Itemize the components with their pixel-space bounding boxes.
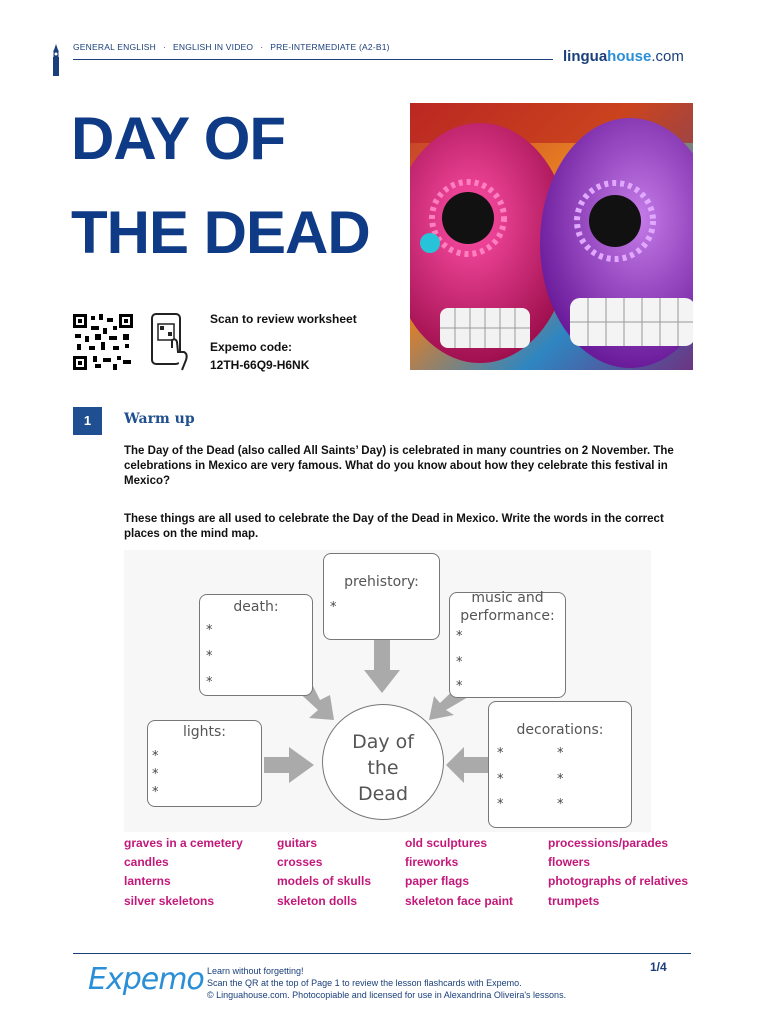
word-item[interactable]: models of skulls xyxy=(277,874,372,888)
bullet: * xyxy=(497,746,504,761)
breadcrumb-item-level[interactable]: PRE-INTERMEDIATE (A2-B1) xyxy=(270,42,390,52)
mind-map-box-death xyxy=(199,594,313,696)
mind-map-box-lights xyxy=(147,720,262,807)
qr-code-icon[interactable] xyxy=(73,314,133,370)
arrow-decorations xyxy=(446,747,489,783)
footer-tagline: Learn without forgetting! xyxy=(207,966,304,976)
header-divider xyxy=(73,59,553,60)
word-item[interactable]: flowers xyxy=(548,855,591,869)
decorations-label: decorations: xyxy=(516,722,604,738)
scan-label: Scan to review worksheet xyxy=(210,312,357,326)
bullet: * xyxy=(152,785,159,800)
word-item[interactable]: skeleton face paint xyxy=(405,894,514,908)
word-item[interactable]: silver skeletons xyxy=(124,894,215,908)
bullet: * xyxy=(152,749,159,764)
word-item[interactable]: photographs of relatives xyxy=(548,874,689,888)
mind-map-box-prehistory xyxy=(323,553,440,640)
logo-brand-text: lingua xyxy=(563,48,608,65)
footer-scan-note: Scan the QR at the top of Page 1 to review the lesson flashcards with Expemo. xyxy=(207,978,522,988)
word-item[interactable]: guitars xyxy=(277,836,318,850)
mind-map-box-decorations xyxy=(488,701,632,828)
logo-accent-text: house xyxy=(607,48,652,65)
intro-paragraph: The Day of the Dead (also called All Saints’ Day) is celebrated in many countries on 2 November. The celebrations in Mexico are very famous. What do you know about how they celebrate this festival in Mexico? xyxy=(124,445,674,487)
sugar-skulls-photo xyxy=(410,103,693,370)
death-label: death: xyxy=(233,599,279,615)
word-item[interactable]: candles xyxy=(124,855,169,869)
bullet: * xyxy=(557,746,564,761)
mind-map xyxy=(124,550,651,832)
bullet: * xyxy=(330,600,337,615)
music-label-line1: music and xyxy=(471,590,544,606)
footer-copyright: © Linguahouse.com. Photocopiable and licensed for use in Alexandrina Oliveira's lessons. xyxy=(207,990,567,1000)
center-line2: the xyxy=(367,757,399,779)
footer-text xyxy=(207,965,566,1001)
prehistory-label: prehistory: xyxy=(344,574,419,590)
bullet: * xyxy=(456,679,463,694)
section-number-badge: 1 xyxy=(73,407,102,435)
word-item[interactable]: skeleton dolls xyxy=(277,894,358,908)
bullet: * xyxy=(152,767,159,782)
bullet: * xyxy=(497,797,504,812)
bullet: * xyxy=(206,649,213,664)
word-item[interactable]: processions/parades xyxy=(548,836,669,850)
lights-label: lights: xyxy=(182,724,227,740)
bullet: * xyxy=(557,797,564,812)
big-ben-icon xyxy=(50,44,62,76)
word-item[interactable]: old sculptures xyxy=(405,836,488,850)
arrow-prehistory xyxy=(364,640,400,693)
breadcrumb-separator: · xyxy=(260,42,264,52)
bullet: * xyxy=(456,655,463,670)
center-line3: Dead xyxy=(357,783,409,805)
music-label xyxy=(450,589,565,625)
instructions-paragraph: These things are all used to celebrate the Day of the Dead in Mexico. Write the words in the correct places on the mind map. xyxy=(124,513,664,540)
arrow-lights xyxy=(264,747,314,783)
music-label-line2: performance: xyxy=(460,608,555,624)
word-item[interactable]: graves in a cemetery xyxy=(124,836,243,850)
bullet: * xyxy=(557,772,564,787)
mind-map-center-label xyxy=(323,729,443,807)
page-title-line2: THE DEAD xyxy=(71,199,370,266)
word-item[interactable]: lanterns xyxy=(124,874,171,888)
breadcrumb-separator: · xyxy=(163,42,167,52)
section-title: Warm up xyxy=(124,411,195,427)
word-item[interactable]: crosses xyxy=(277,855,323,869)
page-number: 1/4 xyxy=(650,960,667,974)
word-item[interactable]: fireworks xyxy=(405,855,459,869)
bullet: * xyxy=(206,675,213,690)
logo-domain-text: .com xyxy=(651,48,684,65)
page-title xyxy=(71,92,370,280)
breadcrumb-item-english-in-video[interactable]: ENGLISH IN VIDEO xyxy=(173,42,254,52)
word-item[interactable]: paper flags xyxy=(405,874,470,888)
linguahouse-logo[interactable] xyxy=(563,48,684,65)
mind-map-center xyxy=(322,704,444,820)
center-line1: Day of xyxy=(352,731,414,753)
breadcrumb xyxy=(73,42,390,52)
breadcrumb-item-general-english[interactable]: GENERAL ENGLISH xyxy=(73,42,156,52)
expemo-code-value: 12TH-66Q9-H6NK xyxy=(210,358,310,372)
page-title-line1: DAY OF xyxy=(71,105,286,172)
phone-scan-icon xyxy=(150,312,192,372)
bullet: * xyxy=(497,772,504,787)
word-item[interactable]: trumpets xyxy=(548,894,600,908)
bullet: * xyxy=(206,623,213,638)
expemo-logo[interactable]: Expemo xyxy=(88,962,204,997)
expemo-code-label: Expemo code: xyxy=(210,340,293,354)
footer-divider xyxy=(73,953,691,954)
mind-map-box-music xyxy=(449,592,566,698)
bullet: * xyxy=(456,629,463,644)
